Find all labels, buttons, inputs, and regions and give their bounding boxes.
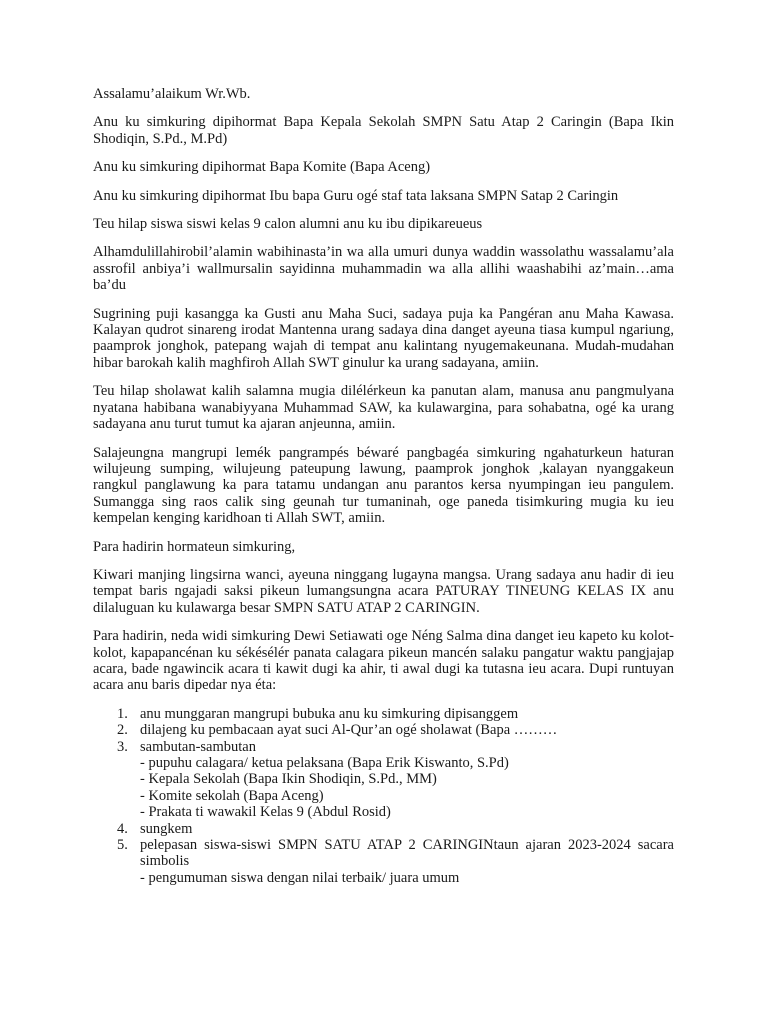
greeting: Assalamu’alaikum Wr.Wb. <box>93 86 251 102</box>
list-text: anu munggaran mangrupi bubuka anu ku simkuring dipisanggem <box>140 705 519 722</box>
list-item <box>93 722 674 738</box>
paragraph-committee: Anu ku simkuring dipihormat Bapa Komite (Bapa Aceng) <box>93 159 431 176</box>
list-number: 1. <box>117 705 128 722</box>
paragraph-praise: Sugrining puji kasangga ka Gusti anu Maha Suci, sadaya puja ka Pangéran anu Maha Kawasa. Kalayan qudrot sinareng irodat Mantenna urang sadaya dina danget ayeuna tiasa kumpul ngariung, paamprok jonghok, patepang wajah di tempat anu kalintang nyugemakeunana. Mudah-mudahan hibar barokah kalih maghfiroh Allah SWT ginulur ka urang sadayana, amiin. <box>93 305 674 371</box>
list-subitem: - Prakata ti wawakil Kelas 9 (Abdul Rosid) <box>140 804 391 821</box>
paragraph-sholawat: Teu hilap sholawat kalih salamna mugia dilélérkeun ka panutan alam, manusa anu pangmulyana nyatana habibana wanabiyyana Muhammad SAW, ka kulawargina, para sohabatna, ogé ka urang sadayana anu turut tumut ka ajaran anjeunna, amiin. <box>93 383 674 433</box>
paragraph-event: Kiwari manjing lingsirna wanci, ayeuna ninggang lugayna mangsa. Urang sadaya anu hadir di ieu tempat baris ngajadi saksi pikeun lumangsungna acara PATURAY TINEUNG KELAS IX anu dilaluguan ku kulawarga besar SMPN SATU ATAP 2 CARINGIN. <box>93 566 674 616</box>
paragraph-teachers: Anu ku simkuring dipihormat Ibu bapa Guru ogé staf tata laksana SMPN Satap 2 Caringin <box>93 187 619 204</box>
list-item <box>93 821 674 837</box>
list-item <box>93 837 674 886</box>
list-number: 2. <box>117 722 128 739</box>
agenda-list <box>93 706 674 886</box>
list-number: 3. <box>117 738 128 755</box>
paragraph-prayer: Alhamdulillahirobil’alamin wabihinasta’in wa alla umuri dunya waddin wassolathu wassalamu’ala assrofil anbiya’i wallmursalin sayidinna muhammadin wa alla allihi waashabihi az’main…ama ba’du <box>93 244 674 294</box>
list-text: sambutan-sambutan <box>140 738 256 755</box>
list-subitem: - Komite sekolah (Bapa Aceng) <box>140 787 324 804</box>
list-text: dilajeng ku pembacaan ayat suci Al-Qur’an ogé sholawat (Bapa ……… <box>140 722 558 739</box>
list-number: 5. <box>117 837 128 854</box>
paragraph-students: Teu hilap siswa siswi kelas 9 calon alumni anu ku ibu dipikareueus <box>93 216 483 233</box>
paragraph-hosts: Para hadirin, neda widi simkuring Dewi Setiawati oge Néng Salma dina danget ieu kapeto ku kolot-kolot, kapapancénan ku sékésélér panata calagara pikeun mancén salaku pangatur waktu pangjajap acara, bade ngawincik acara ti kawit dugi ka ahir, ti awal dugi ka tutasna ieu acara. Dupi runtuyan acara anu baris dipedar nya éta: <box>93 628 674 694</box>
paragraph-principal: Anu ku simkuring dipihormat Bapa Kepala Sekolah SMPN Satu Atap 2 Caringin (Bapa Ikin Shodiqin, S.Pd., M.Pd) <box>93 114 674 147</box>
paragraph-audience: Para hadirin hormateun simkuring, <box>93 538 296 555</box>
paragraph-welcome: Salajeungna mangrupi lemék pangrampés béwaré pangbagéa simkuring ngahaturkeun haturan wilujeung sumping, wilujeung pateupung lawung, paamprok jonghok ,kalayan nyanggakeun rangkul panglawung ka para tatamu undangan anu parantos kersa nyumpingan ieu pangulem. Sumangga sing raos calik sing geunah tur tumaninah, oge paneda tisimkuring mugia ku ieu kempelan kenging karidhoan ti Allah SWT, amiin. <box>93 444 674 527</box>
list-item <box>93 739 674 821</box>
list-number: 4. <box>117 820 128 837</box>
list-item <box>93 706 674 722</box>
list-text: sungkem <box>140 820 193 837</box>
list-subitem: - pupuhu calagara/ ketua pelaksana (Bapa Erik Kiswanto, S.Pd) <box>140 755 509 771</box>
list-text: pelepasan siswa-siswi SMPN SATU ATAP 2 CARINGINtaun ajaran 2023-2024 sacara simbolis <box>140 837 674 870</box>
list-subitem: - pengumuman siswa dengan nilai terbaik/ juara umum <box>140 869 460 886</box>
list-subitem: - Kepala Sekolah (Bapa Ikin Shodiqin, S.Pd., MM) <box>140 771 437 788</box>
